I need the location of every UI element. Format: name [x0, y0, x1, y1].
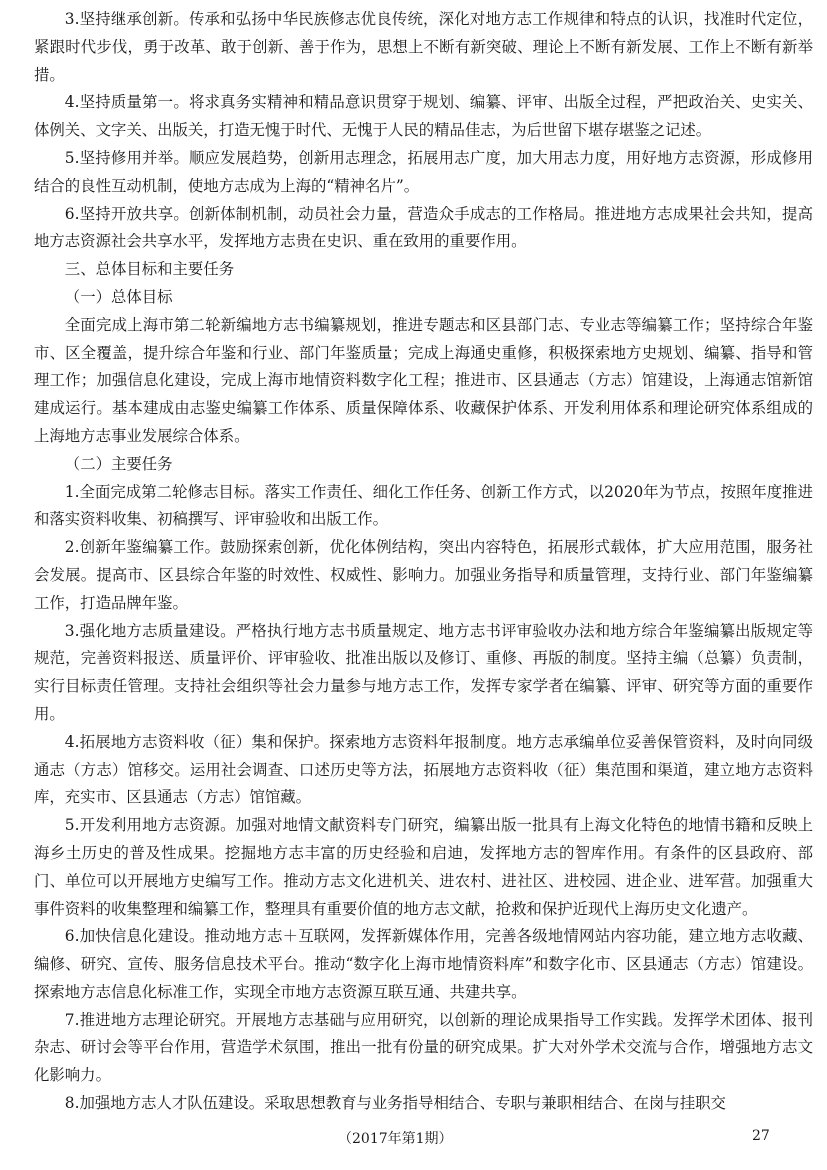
page-footer — [0, 1128, 827, 1152]
paragraph-task-2: 2.创新年鉴编纂工作。鼓励探索创新，优化体例结构，突出内容特色，拓展形式载体，扩大应用范围，服务社会发展。提高市、区县综合年鉴的时效性、权威性、影响力。加强业务指导和质量管理，支持行业、部门年鉴编纂工作，打造品牌年鉴。 — [34, 538, 813, 612]
paragraph-principle-3: 3.坚持继承创新。传承和弘扬中华民族修志优良传统，深化对地方志工作规律和特点的认识，找准时代定位，紧跟时代步伐，勇于改革、敢于创新、善于作为，思想上不断有新突破、理论上不断有新发展、工作上不断有新举措。 — [34, 10, 813, 84]
paragraph-task-7: 7.推进地方志理论研究。开展地方志基础与应用研究，以创新的理论成果指导工作实践。发挥学术团体、报刊杂志、研讨会等平台作用，营造学术氛围，推出一批有份量的研究成果。扩大对外学术交流与合作，增强地方志文化影响力。 — [34, 1010, 813, 1085]
paragraph-principle-6: 6.坚持开放共享。创新体制机制，动员社会力量，营造众手成志的工作格局。推进地方志成果社会共知，提高地方志资源社会共享水平，发挥地方志贵在史识、重在致用的重要作用。 — [34, 204, 813, 251]
article-body — [34, 6, 813, 1118]
paragraph-principle-4: 4.坚持质量第一。将求真务实精神和精品意识贯穿于规划、编纂、评审、出版全过程，严把政治关、史实关、体例关、文字关、出版关，打造无愧于时代、无愧于人民的精品佳志，为后世留下堪存堪鉴之记述。 — [34, 93, 813, 140]
paragraph-task-6: 6.加快信息化建设。推动地方志＋互联网，发挥新媒体作用，完善各级地情网站内容功能，建立地方志收藏、编修、研究、宣传、服务信息技术平台。推动“数字化上海市地情资料库”和数字化市、区县通志（方志）馆建设。探索地方志信息化标准工作，实现全市地方志资源互联互通、共建共享。 — [34, 927, 813, 1001]
page-number: 27 — [752, 1128, 770, 1144]
subsection-heading-tasks: （二）主要任务 — [64, 454, 173, 473]
paragraph-task-5: 5.开发利用地方志资源。加强对地情文献资料专门研究，编纂出版一批具有上海文化特色的地情书籍和反映上海乡土历史的普及性成果。挖掘地方志丰富的历史经验和启迪，发挥地方志的智库作用。有条件的区县政府、部门、单位可以开展地方史编写工作。推动方志文化进机关、进农村、进社区、进校园、进企业、进军营。加强重大事件资料的收集整理和编纂工作，整理具有重要价值的地方志文献，抢救和保护近现代上海历史文化遗产。 — [34, 816, 813, 918]
paragraph-overall-goal: 全面完成上海市第二轮新编地方志书编纂规划，推进专题志和区县部门志、专业志等编纂工作；坚持综合年鉴市、区全覆盖，提升综合年鉴和行业、部门年鉴质量；完成上海通史重修，积极探索地方史规划、编纂、指导和管理工作；加强信息化建设，完成上海市地情资料数字化工程；推进市、区县通志（方志）馆建设，上海通志馆新馆建成运行。基本建成由志鉴史编纂工作体系、质量保障体系、收藏保护体系、开发利用体系和理论研究体系组成的上海地方志事业发展综合体系。 — [34, 315, 813, 445]
paragraph-task-4: 4.拓展地方志资料收（征）集和保护。探索地方志资料年报制度。地方志承编单位妥善保管资料，及时向同级通志（方志）馆移交。运用社会调查、口述历史等方法，拓展地方志资料收（征）集范围和渠道，建立地方志资料库，充实市、区县通志（方志）馆馆藏。 — [34, 732, 813, 807]
paragraph-task-1: 1.全面完成第二轮修志目标。落实工作责任、细化工作任务、创新工作方式，以2020年为节点，按照年度推进和落实资料收集、初稿撰写、评审验收和出版工作。 — [34, 482, 813, 529]
subsection-heading-goals: （一）总体目标 — [64, 287, 173, 306]
paragraph-task-3: 3.强化地方志质量建设。严格执行地方志书质量规定、地方志书评审验收办法和地方综合年鉴编纂出版规定等规范，完善资料报送、质量评价、评审验收、批准出版以及修订、重修、再版的制度。坚持主编（总纂）负责制，实行目标责任管理。支持社会组织等社会力量参与地方志工作，发挥专家学者在编纂、评审、研究等方面的重要作用。 — [34, 621, 813, 723]
issue-label: （2017年第1期） — [338, 1131, 453, 1147]
paragraph-task-8: 8.加强地方志人才队伍建设。采取思想教育与业务指导相结合、专职与兼职相结合、在岗与挂职交 — [64, 1094, 726, 1113]
section-heading: 三、总体目标和主要任务 — [64, 260, 235, 279]
paragraph-principle-5: 5.坚持修用并举。顺应发展趋势，创新用志理念，拓展用志广度，加大用志力度，用好地方志资源，形成修用结合的良性互动机制，使地方志成为上海的“精神名片”。 — [34, 148, 813, 195]
